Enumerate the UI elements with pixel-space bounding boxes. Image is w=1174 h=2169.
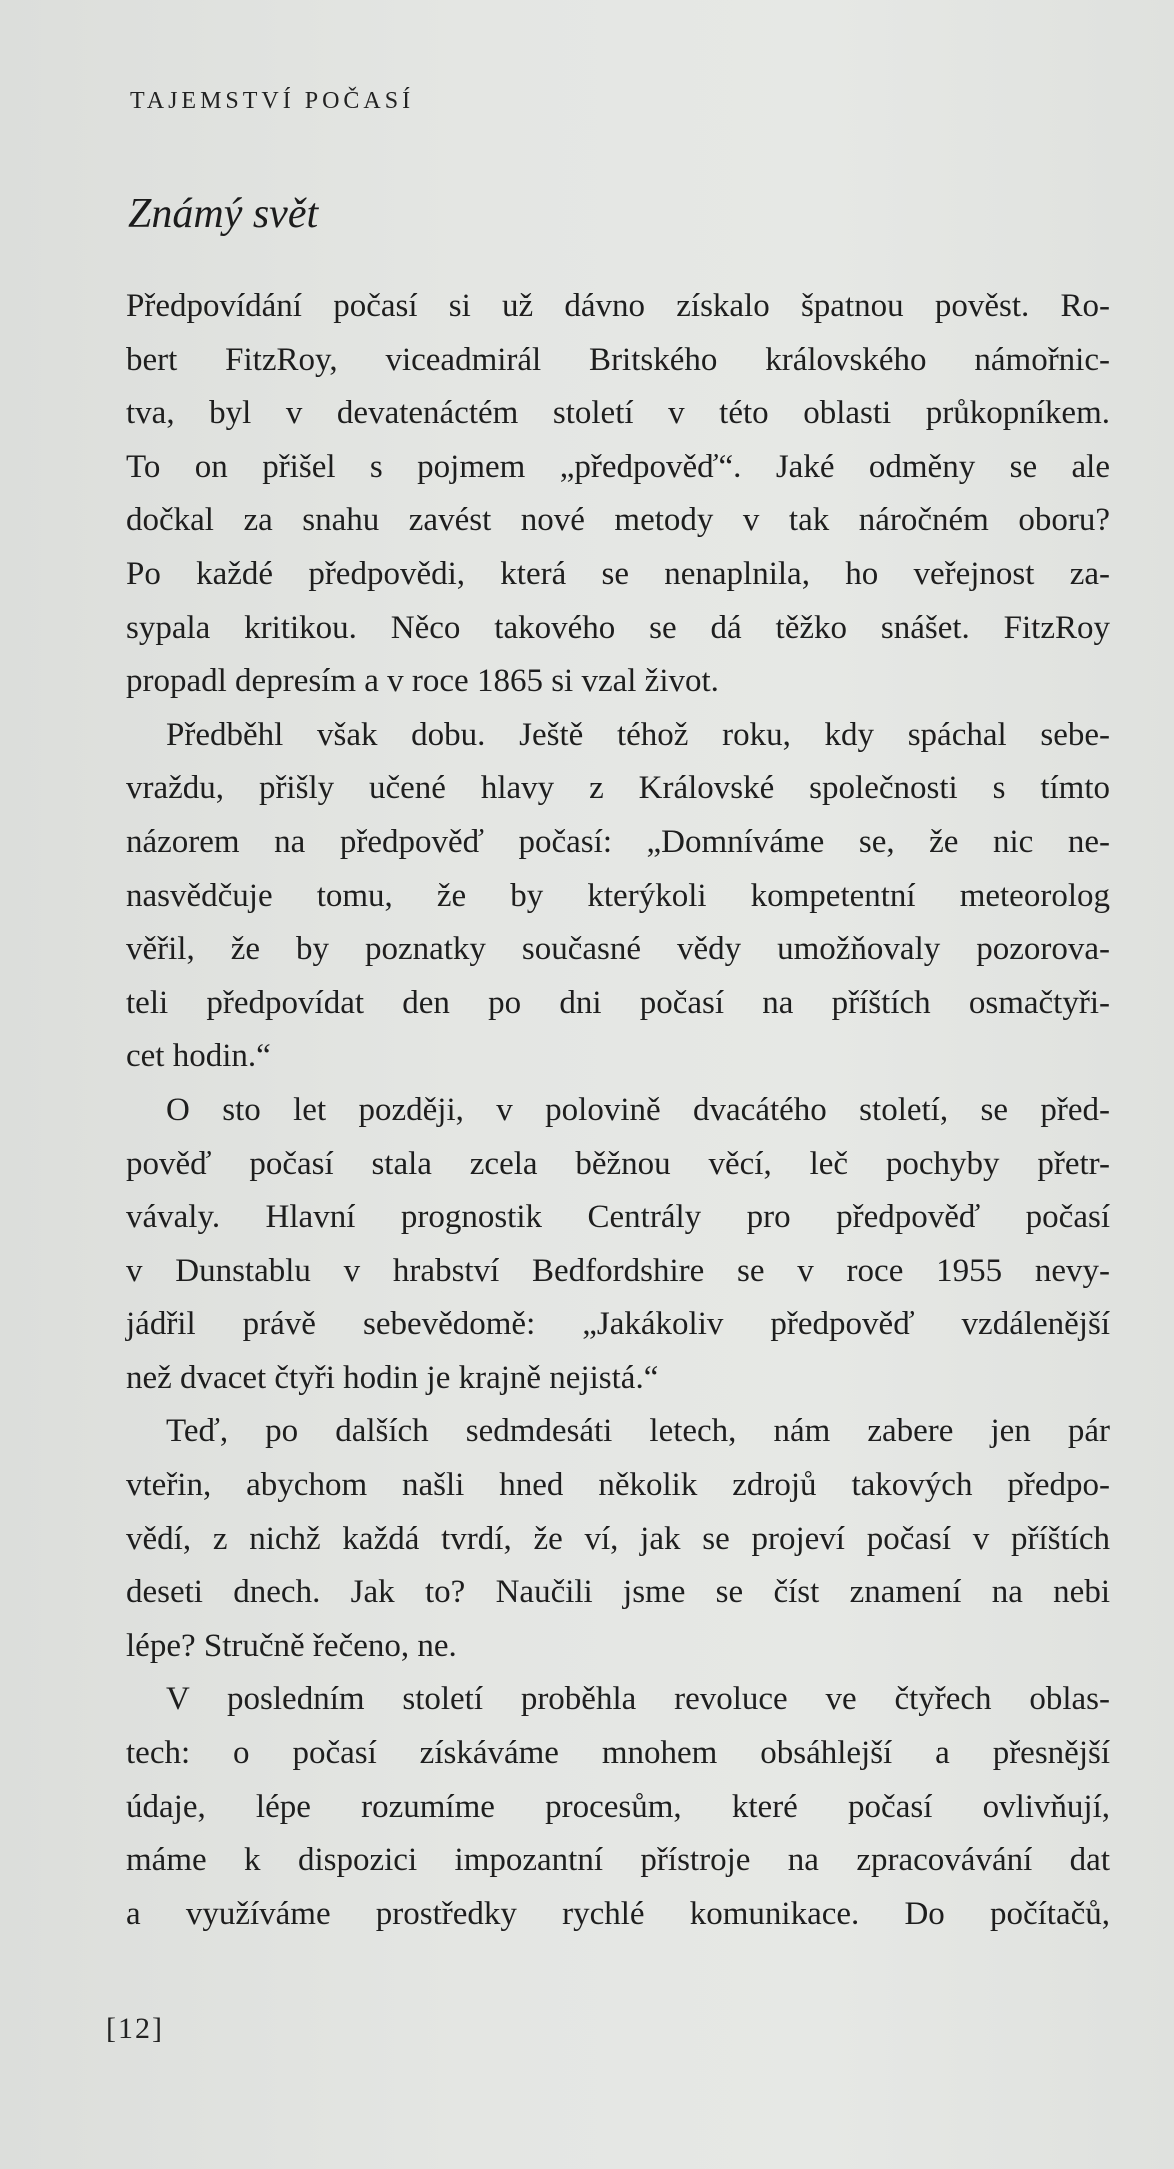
text-line: Předběhl však dobu. Ještě téhož roku, kdy spáchal sebe- — [166, 716, 1110, 753]
text-line: O sto let později, v polovině dvacátého století, se před- — [166, 1091, 1110, 1128]
text-line: než dvacet čtyři hodin je krajně nejistá.“ — [126, 1359, 659, 1396]
text-line: sypala kritikou. Něco takového se dá těžko snášet. FitzRoy — [126, 609, 1110, 646]
text-line: tech: o počasí získáváme mnohem obsáhlejší a přesnější — [126, 1735, 1110, 1772]
paragraph-1 — [126, 280, 1110, 709]
text-line: názorem na předpověď počasí: „Domníváme se, že nic ne- — [126, 823, 1110, 860]
text-line: V posledním století proběhla revoluce ve čtyřech oblas- — [166, 1681, 1110, 1718]
text-line: vávaly. Hlavní prognostik Centrály pro předpověď počasí — [126, 1199, 1110, 1236]
text-line: v Dunstablu v hrabství Bedfordshire se v roce 1955 nevy- — [126, 1252, 1110, 1289]
text-line: dočkal za snahu zavést nové metody v tak náročném oboru? — [126, 502, 1110, 539]
section-title: Známý svět — [128, 191, 319, 237]
text-line: vraždu, přišly učené hlavy z Královské společnosti s tímto — [126, 770, 1110, 807]
text-line: a využíváme prostředky rychlé komunikace. Do počítačů, — [126, 1895, 1110, 1932]
text-line: teli předpovídat den po dni počasí na příštích osmačtyři- — [126, 984, 1110, 1021]
paragraph-5 — [126, 1673, 1110, 1941]
text-line: cet hodin.“ — [126, 1038, 271, 1075]
text-line: jádřil právě sebevědomě: „Jakákoliv předpověď vzdálenější — [126, 1306, 1110, 1343]
text-line: vteřin, abychom našli hned několik zdrojů takových předpo- — [126, 1467, 1110, 1504]
page-number: [12] — [106, 2012, 164, 2045]
text-line: propadl depresím a v roce 1865 si vzal život. — [126, 663, 719, 700]
text-line: Teď, po dalších sedmdesáti letech, nám zabere jen pár — [166, 1413, 1110, 1450]
text-line: lépe? Stručně řečeno, ne. — [126, 1627, 457, 1664]
body-text — [126, 280, 1110, 1941]
text-line: máme k dispozici impozantní přístroje na zpracovávání dat — [126, 1842, 1110, 1879]
text-line: věřil, že by poznatky současné vědy umožňovaly pozorova- — [126, 931, 1110, 968]
text-line: tva, byl v devatenáctém století v této oblasti průkopníkem. — [126, 395, 1110, 432]
text-line: bert FitzRoy, viceadmirál Britského královského námořnic- — [126, 341, 1110, 378]
text-line: Předpovídání počasí si už dávno získalo špatnou pověst. Ro- — [126, 288, 1110, 324]
text-line: To on přišel s pojmem „předpověď“. Jaké odměny se ale — [126, 448, 1110, 485]
text-line: údaje, lépe rozumíme procesům, které počasí ovlivňují, — [126, 1788, 1110, 1825]
text-line: nasvědčuje tomu, že by kterýkoli kompetentní meteorolog — [126, 877, 1110, 914]
paragraph-2 — [126, 709, 1110, 1084]
text-line: deseti dnech. Jak to? Naučili jsme se číst znamení na nebi — [126, 1574, 1110, 1611]
text-line: Po každé předpovědi, která se nenaplnila, ho veřejnost za- — [126, 555, 1110, 592]
paragraph-4 — [126, 1405, 1110, 1673]
paragraph-3 — [126, 1084, 1110, 1406]
text-line: pověď počasí stala zcela běžnou věcí, leč pochyby přetr- — [126, 1145, 1110, 1182]
text-line: vědí, z nichž každá tvrdí, že ví, jak se projeví počasí v příštích — [126, 1520, 1110, 1557]
running-head: TAJEMSTVÍ POČASÍ — [130, 88, 415, 114]
